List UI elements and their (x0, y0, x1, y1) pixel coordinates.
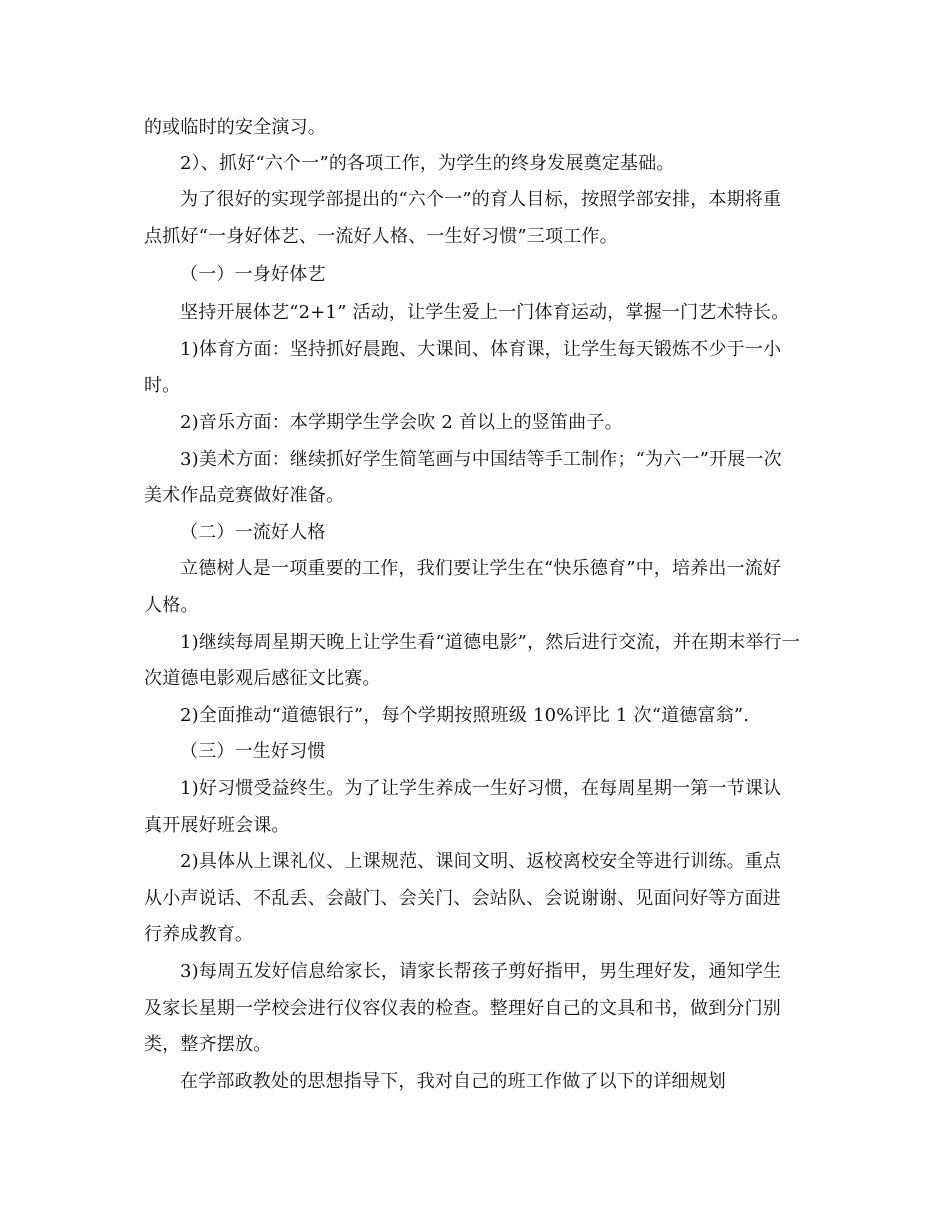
text-line: 立德树人是一项重要的工作，我们要让学生在“快乐德育”中，培养出一流好 (180, 558, 782, 579)
section-heading: （二）一流好人格 (180, 522, 326, 543)
text-line: 及家长星期一学校会进行仪容仪表的检查。整理好自己的文具和书，做到分门别 (144, 998, 781, 1019)
text-line: 行养成教育。 (144, 924, 254, 945)
text-line: 2）、抓好“六个一”的各项工作，为学生的终身发展奠定基础。 (180, 153, 675, 174)
text-line: 时。 (144, 375, 181, 396)
text-line: 1)继续每周星期天晚上让学生看“道德电影”，然后进行交流，并在期末举行一 (180, 632, 801, 653)
text-line: 3)美术方面：继续抓好学生简笔画与中国结等手工制作；“为六一”开展一次 (180, 449, 782, 470)
text-line: 2)具体从上课礼仪、上课规范、课间文明、返校离校安全等进行训练。重点 (180, 851, 782, 872)
text-line: 1)体育方面：坚持抓好晨跑、大课间、体育课，让学生每天锻炼不少于一小 (180, 339, 782, 360)
section-heading: （一）一身好体艺 (180, 264, 326, 285)
text-line: 人格。 (144, 595, 199, 616)
text-line: 为了很好的实现学部提出的“六个一”的育人目标，按照学部安排，本期将重 (180, 189, 782, 210)
text-line: 美术作品竞赛做好准备。 (144, 485, 345, 506)
text-line: 2)全面推动“道德银行”，每个学期按照班级 10%评比 1 次“道德富翁”. (180, 705, 750, 726)
text-line: 在学部政教处的思想指导下，我对自己的班工作做了以下的详细规划 (180, 1071, 726, 1092)
text-line: 点抓好“一身好体艺、一流好人格、一生好习惯”三项工作。 (144, 226, 618, 247)
text-line: 真开展好班会课。 (144, 815, 290, 836)
text-line: 的或临时的安全演习。 (144, 117, 326, 138)
text-line: 次道德电影观后感征文比赛。 (144, 668, 381, 689)
section-heading: （三）一生好习惯 (180, 741, 326, 762)
text-line: 坚持开展体艺“2+1” 活动，让学生爱上一门体育运动，掌握一门艺术特长。 (180, 302, 790, 323)
text-line: 2)音乐方面：本学期学生学会吹 2 首以上的竖笛曲子。 (180, 412, 623, 433)
text-line: 1)好习惯受益终生。为了让学生养成一生好习惯，在每周星期一第一节课认 (180, 778, 782, 799)
text-line: 类，整齐摆放。 (144, 1034, 272, 1055)
text-line: 从小声说话、不乱丢、会敲门、会关门、会站队、会说谢谢、见面问好等方面进 (144, 888, 781, 909)
text-line: 3)每周五发好信息给家长，请家长帮孩子剪好指甲，男生理好发，通知学生 (180, 961, 782, 982)
